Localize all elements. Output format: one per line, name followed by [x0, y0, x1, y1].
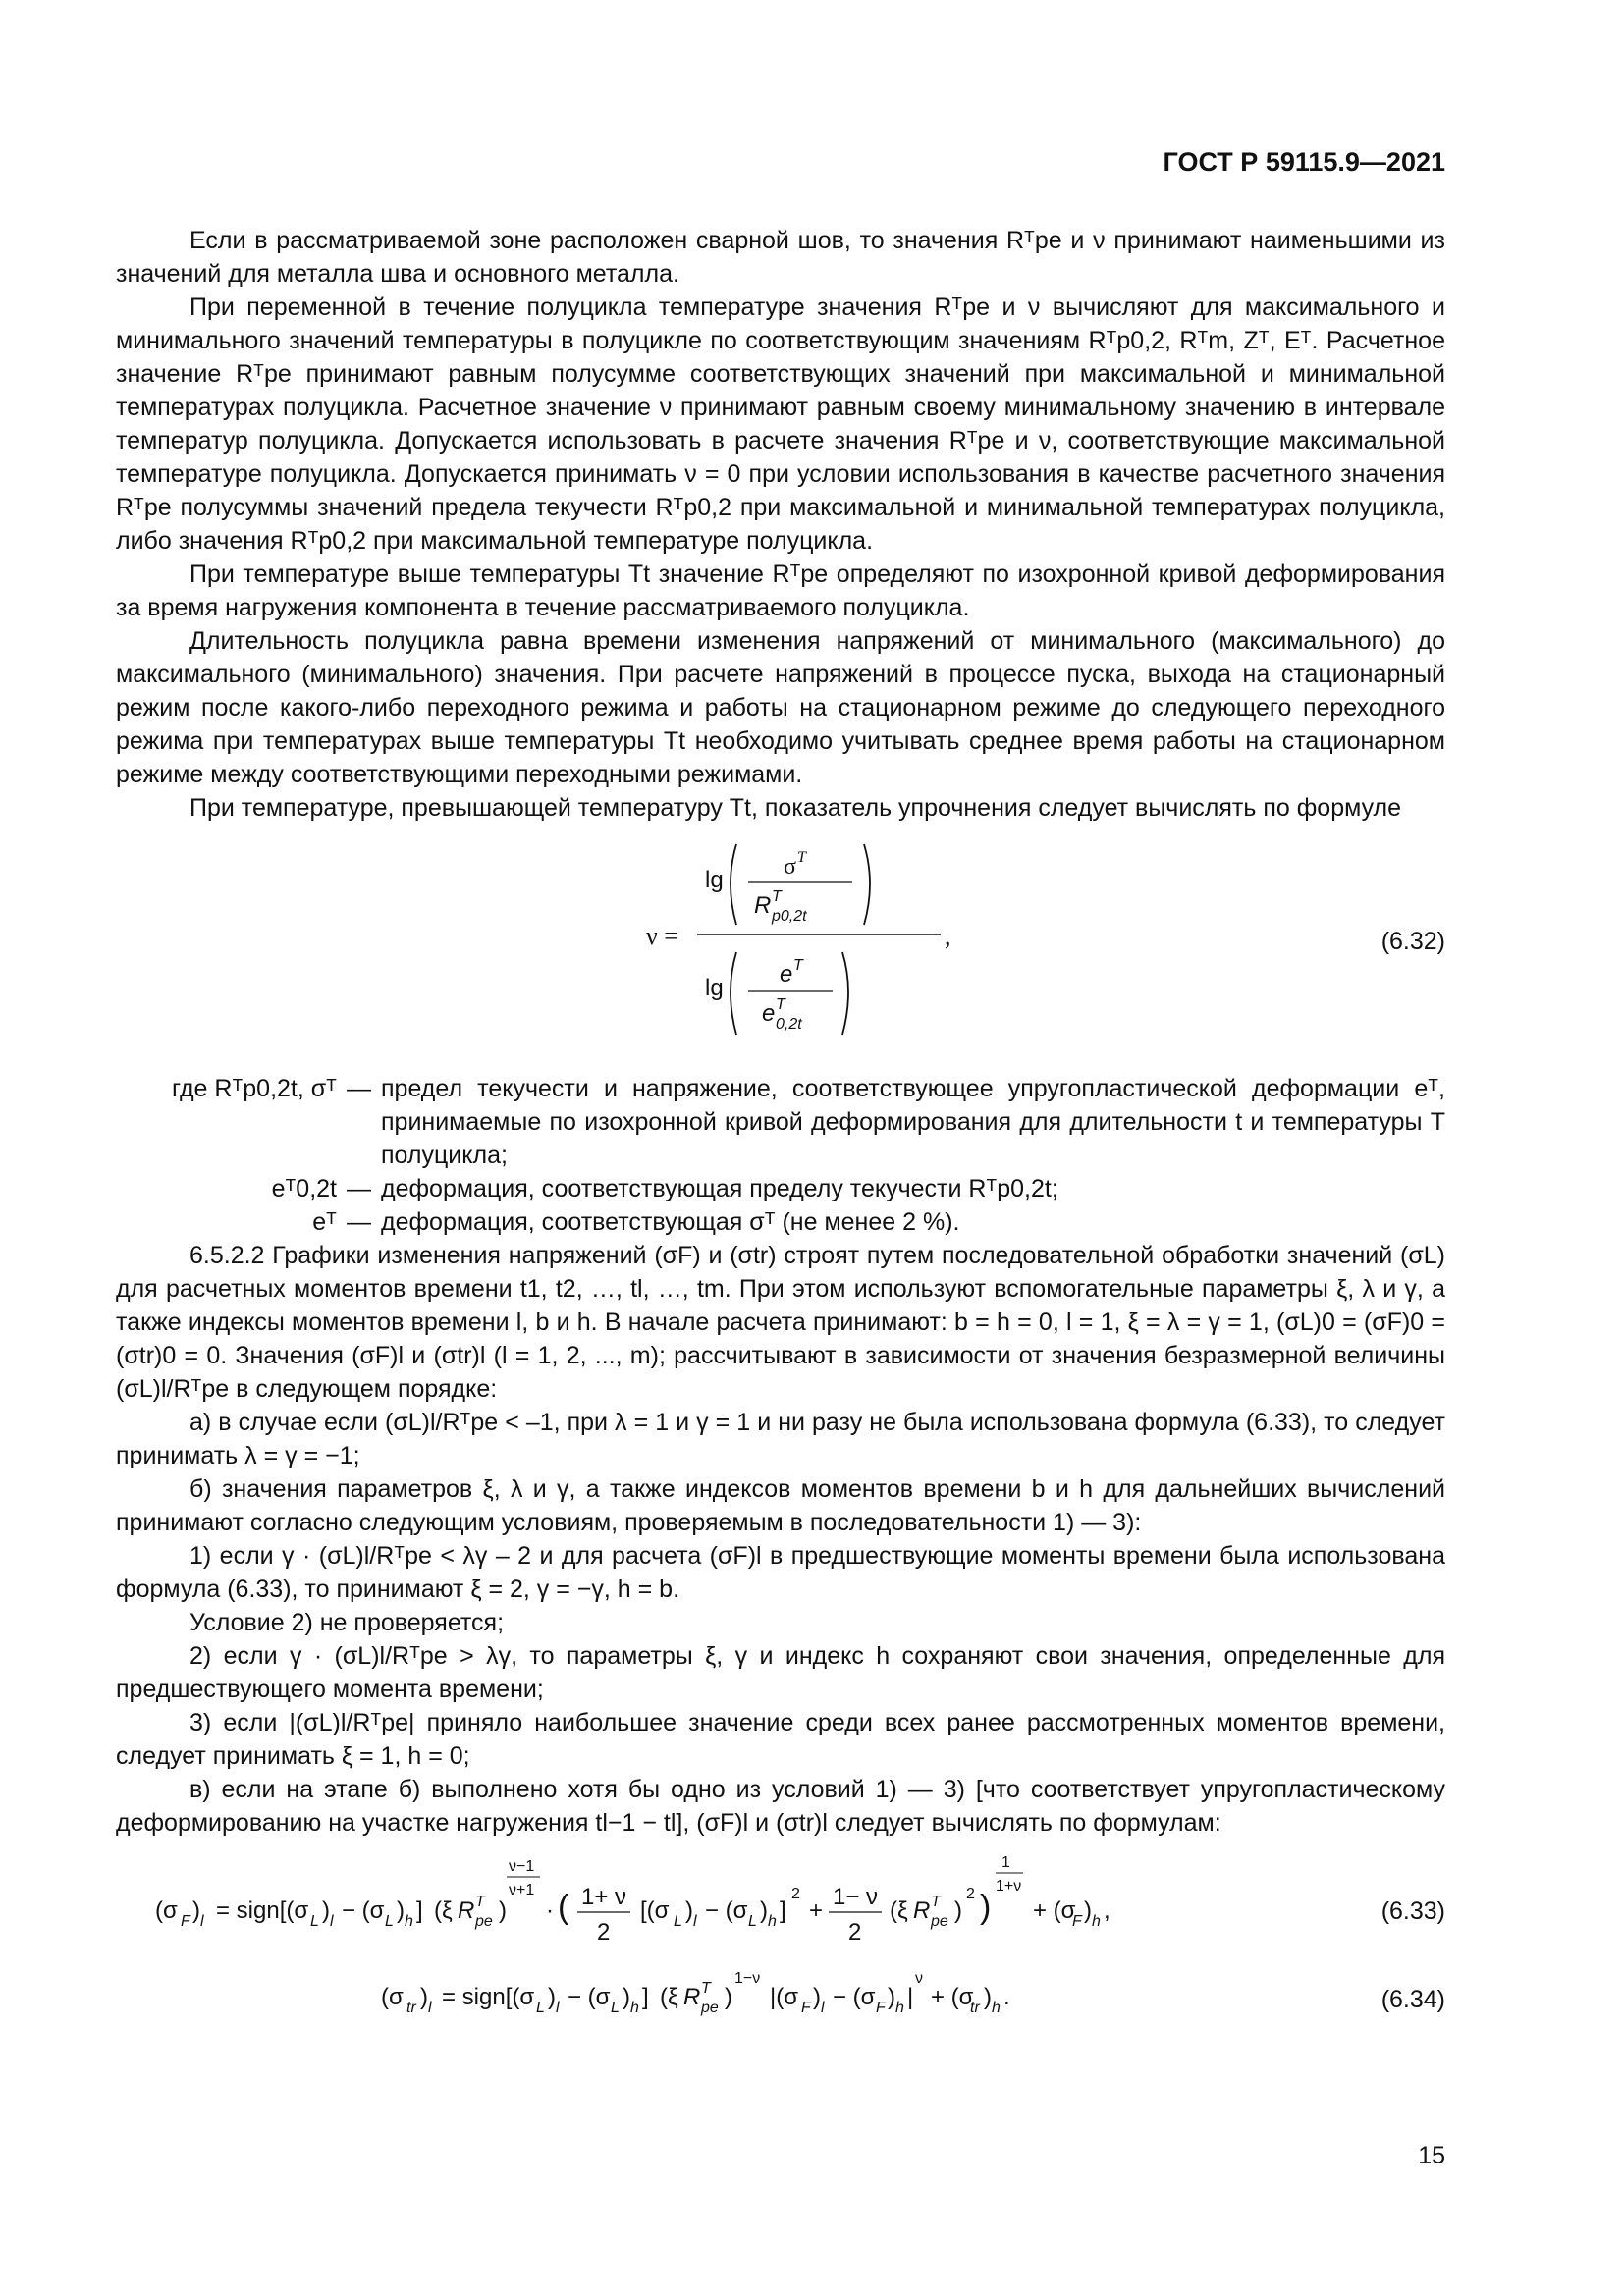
lg-numerator: lg	[705, 867, 724, 893]
svg-text:L: L	[748, 1913, 757, 1930]
where-text-strain: деформация, соответствующая пределу текучести Rᵀp0,2t;	[381, 1175, 1058, 1202]
e-denominator: e	[762, 1000, 776, 1027]
svg-text:(ξ: (ξ	[660, 1984, 678, 2010]
svg-text:): )	[548, 1984, 556, 2010]
page-body	[116, 224, 1445, 2034]
svg-text:1−ν: 1−ν	[734, 1970, 761, 1987]
r-letter: R	[754, 892, 772, 919]
svg-text:): )	[760, 1897, 768, 1924]
where-row-yield	[116, 1072, 1445, 1172]
svg-text:= sign[(σ: = sign[(σ	[216, 1897, 309, 1924]
where-row-strain-sigma	[116, 1205, 1445, 1239]
sigma-t: σ	[784, 854, 796, 880]
document-code: ГОСТ Р 59115.9—2021	[1163, 147, 1445, 177]
where-symbol-strain: eᵀ0,2t	[271, 1175, 337, 1202]
svg-text:): )	[499, 1897, 507, 1924]
formula-6-34-graphic	[381, 1959, 1166, 2034]
svg-text:): )	[685, 1897, 693, 1924]
svg-text:l: l	[821, 2000, 825, 2016]
svg-text:+ (σ: + (σ	[1033, 1897, 1076, 1924]
paragraph-condition-2: 2) если γ · (σL)l/Rᵀpe > λγ, то параметры ξ, γ и индекс h сохраняют свои значения, определенные для предшествующего момента времени;	[116, 1642, 1445, 1703]
svg-text:,: ,	[1104, 1897, 1110, 1924]
svg-text:T: T	[475, 1894, 485, 1910]
svg-text:− (σ: − (σ	[568, 1984, 611, 2010]
where-dash: —	[347, 1175, 371, 1202]
svg-text:2: 2	[791, 1886, 800, 1902]
formula-6-33-graphic	[155, 1849, 1314, 1959]
e-denominator-sup: T	[776, 996, 785, 1013]
sigma-t-sup: T	[797, 849, 806, 866]
svg-text:l: l	[428, 2000, 432, 2016]
svg-text:L: L	[536, 2000, 545, 2016]
svg-text:): )	[813, 1984, 821, 2010]
formula-6-33	[116, 1849, 1445, 1959]
svg-text:l: l	[330, 1913, 334, 1930]
where-dash: —	[347, 1075, 371, 1102]
svg-text:): )	[725, 1984, 732, 2010]
formula-number-6-34: (6.34)	[1380, 1986, 1445, 2013]
svg-text:): )	[954, 1897, 962, 1924]
svg-text:− (σ: − (σ	[342, 1897, 385, 1924]
svg-text:− (σ: − (σ	[833, 1984, 876, 2010]
svg-text:F: F	[181, 1913, 190, 1930]
svg-text:ν: ν	[915, 1970, 923, 1987]
lg-denominator: lg	[705, 975, 724, 1001]
svg-text:·: ·	[546, 1897, 554, 1924]
where-symbol-strain-sigma: eᵀ	[312, 1208, 337, 1236]
paragraph-hardening-exponent: При температуре, превышающей температуру Tt, показатель упрочнения следует вычислять по формуле	[189, 794, 1402, 822]
svg-text:): )	[1084, 1897, 1092, 1924]
svg-text:): )	[420, 1984, 428, 2010]
paragraph-case-c: в) если на этапе б) выполнено хотя бы одно из условий 1) — 3) [что соответствует упругопластическому деформированию на участке нагружения tl−1 − tl], (σF)l и (σtr)l следует вычислять по формулам:	[116, 1776, 1445, 1837]
svg-text:L: L	[310, 1913, 319, 1930]
paragraph-case-a: а) в случае если (σL)l/Rᵀpe < –1, при λ = 1 и γ = 1 и ни разу не была использована формула (6.33), то следует принимать λ = γ = −1;	[116, 1409, 1445, 1469]
svg-text:1: 1	[1001, 1854, 1010, 1871]
svg-text:+ (σ: + (σ	[931, 1984, 974, 2010]
paragraph-condition-3: 3) если |(σL)l/Rᵀpe| приняло наибольшее значение среди всех ранее рассмотренных моментов времени, следует принимать ξ = 1, h = 0;	[116, 1709, 1445, 1770]
paragraph-weld: Если в рассматриваемой зоне расположен сварной шов, то значения Rᵀpe и ν принимают наименьшими из значений для металла шва и основного металла.	[116, 227, 1445, 288]
svg-text:(: (	[558, 1889, 569, 1926]
svg-text:ν+1: ν+1	[509, 1882, 535, 1898]
page-number: 15	[1418, 2142, 1445, 2169]
svg-text:pe: pe	[475, 1913, 493, 1930]
svg-text:1+ν: 1+ν	[996, 1878, 1022, 1895]
paragraph-isochronous-curve: При температуре выше температуры Tt значение Rᵀpe определяют по изохронной кривой деформирования за время нагружения компонента в течение рассматриваемого полуцикла.	[116, 561, 1445, 621]
svg-text:tr: tr	[970, 2000, 980, 2016]
svg-text:h: h	[768, 1913, 777, 1930]
left-paren-top	[731, 844, 736, 925]
svg-text:h: h	[1092, 1913, 1101, 1930]
svg-text:l: l	[200, 1913, 204, 1930]
svg-text:): )	[623, 1984, 630, 2010]
paragraph-6-5-2-2: 6.5.2.2 Графики изменения напряжений (σF) и (σtr) строят путем последовательной обработки значений (σL) для расчетных моментов времени t1, t2, …, tl, …, tm. При этом используют вспомогательные параметры ξ, λ и γ, а также индексы моментов времени l, b и h. В начале расчета принимают: b = h = 0, l = 1, ξ = λ = γ = 1, (σL)0 = (σF)0 = (σtr)0 = 0. Значения (σF)l и (σtr)l (l = 1, 2, ..., m); рассчитывают в зависимости от значения безразмерной величины (σL)l/Rᵀpe в следующем порядке:	[116, 1242, 1445, 1403]
paragraph-half-cycle-duration: Длительность полуцикла равна времени изменения напряжений от минимального (максимального) до максимального (минимального) значения. При расчете напряжений в процессе пуска, выхода на стационарный режим после какого-либо переходного режима и работы на стационарном режиме до следующего переходного режима при температурах выше температуры Tt необходимо учитывать среднее время работы на стационарном режиме между соответствующими переходными режимами.	[116, 627, 1445, 788]
e-denominator-sub: 0,2t	[776, 1016, 802, 1033]
svg-text:): )	[888, 1984, 895, 2010]
where-block	[116, 1072, 1445, 1239]
nu-lhs: ν =	[646, 922, 678, 950]
e-numerator-sup: T	[793, 957, 803, 974]
svg-text:h: h	[895, 2000, 904, 2016]
svg-text:(σ: (σ	[155, 1897, 178, 1924]
svg-text:.: .	[1003, 1984, 1010, 2010]
svg-text:h: h	[992, 2000, 1001, 2016]
paragraph-condition-2-skip: Условие 2) не проверяется;	[189, 1609, 505, 1636]
svg-text:L: L	[674, 1913, 682, 1930]
svg-text:l: l	[556, 2000, 560, 2016]
where-text-strain-sigma: деформация, соответствующая σᵀ (не менее 2 %).	[381, 1208, 960, 1236]
svg-text:ν−1: ν−1	[509, 1858, 535, 1875]
svg-text:R: R	[683, 1984, 701, 2010]
svg-text:R: R	[913, 1897, 931, 1924]
e-numerator: e	[780, 961, 793, 988]
svg-text:T: T	[931, 1894, 941, 1910]
svg-text:): )	[984, 1984, 992, 2010]
svg-text:(σ: (σ	[381, 1984, 404, 2010]
left-paren-bottom	[731, 952, 736, 1035]
svg-text:(ξ: (ξ	[434, 1897, 453, 1924]
svg-text:pe: pe	[701, 2000, 719, 2016]
svg-text:h: h	[630, 2000, 639, 2016]
svg-text:]: ]	[780, 1897, 786, 1924]
svg-text:T: T	[701, 1980, 711, 1997]
where-text-yield: предел текучести и напряжение, соответствующее упругопластической деформации eᵀ, принимаемые по изохронной кривой деформирования для длительности t и температуры T полуцикла;	[381, 1075, 1445, 1169]
where-row-strain	[116, 1172, 1445, 1205]
svg-text:l: l	[693, 1913, 697, 1930]
svg-text:tr: tr	[406, 2000, 416, 2016]
svg-text:L: L	[611, 2000, 620, 2016]
svg-text:): )	[397, 1897, 405, 1924]
svg-text:2: 2	[597, 1919, 611, 1946]
formula-number-6-33: (6.33)	[1380, 1897, 1445, 1925]
paragraph-condition-1: 1) если γ · (σL)l/Rᵀpe < λγ – 2 и для расчета (σF)l в предшествующие моменты времени была использована формула (6.33), то принимают ξ = 2, γ = −γ, h = b.	[116, 1542, 1445, 1603]
where-symbol-yield: где Rᵀp0,2t, σᵀ	[171, 1075, 337, 1102]
svg-text:,: ,	[945, 922, 951, 950]
svg-text:1+ ν: 1+ ν	[581, 1884, 627, 1910]
svg-text:F: F	[876, 2000, 886, 2016]
svg-text:= sign[(σ: = sign[(σ	[442, 1984, 535, 2010]
formula-6-32	[116, 838, 1445, 1052]
svg-text:h: h	[405, 1913, 413, 1930]
svg-text:2: 2	[848, 1919, 862, 1946]
svg-text:2: 2	[966, 1886, 975, 1902]
svg-text:): )	[192, 1897, 200, 1924]
svg-text:[(σ: [(σ	[640, 1897, 670, 1924]
formula-6-34	[116, 1959, 1445, 2034]
svg-text:]: ]	[416, 1897, 423, 1924]
svg-text:+: +	[809, 1897, 824, 1924]
r-sub: p0,2t	[772, 908, 807, 925]
svg-text:− (σ: − (σ	[705, 1897, 748, 1924]
svg-text:R: R	[458, 1897, 475, 1924]
svg-text:F: F	[1072, 1913, 1082, 1930]
right-paren-top	[864, 844, 870, 925]
where-dash: —	[347, 1208, 371, 1236]
svg-text:): )	[980, 1889, 992, 1926]
svg-text:): )	[322, 1897, 330, 1924]
svg-text:]: ]	[642, 1984, 649, 2010]
paragraph-case-b: б) значения параметров ξ, λ и γ, а также индексов моментов времени b и h для дальнейших вычислений принимают согласно следующим условиям, проверяемым в последовательности 1) — 3):	[116, 1475, 1445, 1536]
r-sup: T	[772, 888, 782, 905]
svg-text:(ξ: (ξ	[890, 1897, 908, 1924]
right-paren-bottom	[842, 952, 848, 1035]
svg-text:|(σ: |(σ	[770, 1984, 799, 2010]
formula-6-32-graphic	[646, 838, 970, 1052]
svg-text:L: L	[385, 1913, 394, 1930]
formula-number-6-32: (6.32)	[1380, 928, 1445, 955]
paragraph-variable-temperature: При переменной в течение полуцикла температуре значения Rᵀpe и ν вычисляют для максимального и минимального значений температуры в полуцикле по соответствующим значениям Rᵀp0,2, Rᵀm, Zᵀ, Eᵀ. Расчетное значение Rᵀpe принимают равным полусумме соответствующих значений при максимальной и минимальной температурах полуцикла. Расчетное значение ν принимают равным своему минимальному значению в интервале температур полуцикла. Допускается использовать в расчете значения Rᵀpe и ν, соответствующие максимальной температуре полуцикла. Допускается принимать ν = 0 при условии использования в качестве расчетного значения Rᵀpe полусуммы значений предела текучести Rᵀp0,2 при максимальной и минимальной температурах полуцикла, либо значения Rᵀp0,2 при максимальной температуре полуцикла.	[116, 294, 1445, 555]
svg-text:pe: pe	[931, 1913, 948, 1930]
svg-text:1− ν: 1− ν	[833, 1884, 879, 1910]
svg-text:F: F	[801, 2000, 811, 2016]
svg-text:|: |	[907, 1984, 914, 2010]
